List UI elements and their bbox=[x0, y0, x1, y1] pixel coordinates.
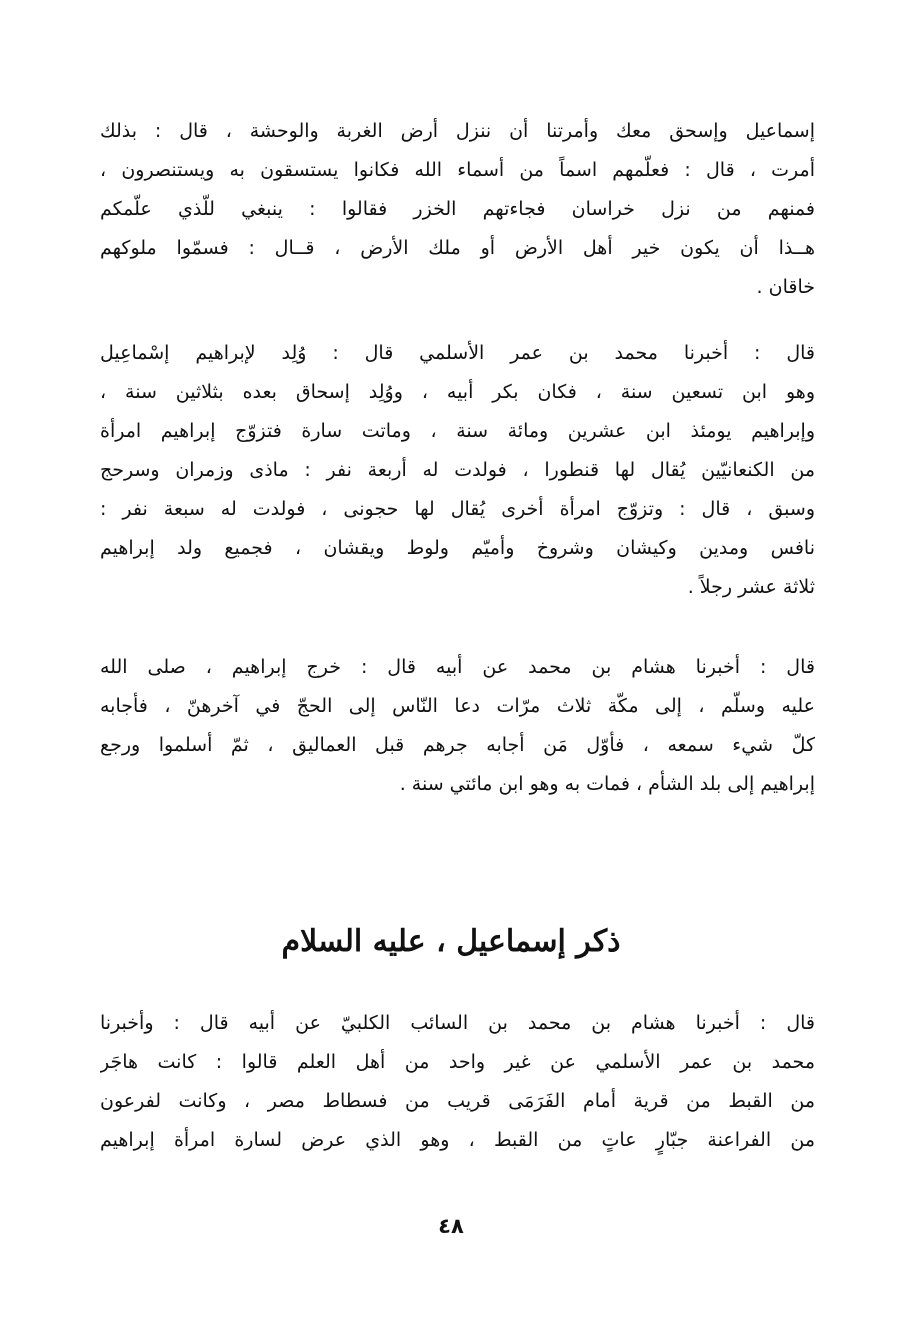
text-line: هــذا أن يكون خير أهل الأرض أو ملك الأرض ، قــال : فسمّوا ملوكهم bbox=[100, 237, 815, 259]
text-line: من الفراعنة جبّارٍ عاتٍ من القبط ، وهو الذي عرض لسارة امرأة إبراهيم bbox=[100, 1129, 815, 1151]
text-line: محمد بن عمر الأسلمي عن غير واحد من أهل العلم قالوا : كانت هاجَر bbox=[100, 1051, 815, 1073]
paragraph bbox=[100, 1004, 815, 1160]
text-line: ثلاثة عشر رجلاً . bbox=[687, 576, 815, 598]
text-line: من الكنعانيّين يُقال لها قنطورا ، فولدت له أربعة نفر : ماذى وزمران وسرحج bbox=[100, 459, 815, 481]
text-line: عليه وسلّم ، إلى مكّة ثلاث مرّات دعا النّاس إلى الحجّ في آخرهنّ ، فأجابه bbox=[100, 695, 815, 717]
paragraph bbox=[100, 112, 815, 307]
text-line: كلّ شيء سمعه ، فأوّل مَن أجابه جرهم قبل العماليق ، ثمّ أسلموا ورجع bbox=[100, 734, 815, 756]
text-line: من القبط من قرية أمام الفَرَمَى قريب من فسطاط مصر ، وكانت لفرعون bbox=[100, 1090, 815, 1112]
text-line: وإبراهيم يومئذ ابن عشرين ومائة سنة ، وماتت سارة فتزوّج إبراهيم امرأة bbox=[100, 420, 815, 442]
paragraph bbox=[100, 648, 815, 804]
section-heading: ذكر إسماعيل ، عليه السلام bbox=[281, 924, 621, 959]
text-line: قال : أخبرنا هشام بن محمد عن أبيه قال : خرج إبراهيم ، صلى الله bbox=[100, 656, 815, 678]
text-line: قال : أخبرنا محمد بن عمر الأسلمي قال : وُلِد لإبراهيم إسْماعِيل bbox=[100, 342, 815, 364]
text-line: خاقان . bbox=[756, 276, 815, 298]
text-line: قال : أخبرنا هشام بن محمد بن السائب الكلبيّ عن أبيه قال : وأخبرنا bbox=[100, 1012, 815, 1034]
text-line: أمرت ، قال : فعلّمهم اسماً من أسماء الله فكانوا يستسقون به ويستنصرون ، bbox=[100, 159, 815, 181]
text-line: إسماعيل وإسحق معك وأمرتنا أن ننزل أرض الغربة والوحشة ، قال : بذلك bbox=[100, 120, 815, 142]
text-line: فمنهم من نزل خراسان فجاءتهم الخزر فقالوا : ينبغي للّذي علّمكم bbox=[100, 198, 815, 220]
text-line: وسبق ، قال : وتزوّج امرأة أخرى يُقال لها حجونى ، فولدت له سبعة نفر : bbox=[100, 498, 815, 520]
text-line: نافس ومدين وكيشان وشروخ وأميّم ولوط ويقشان ، فجميع ولد إبراهيم bbox=[100, 537, 815, 559]
text-line: وهو ابن تسعين سنة ، فكان بكر أبيه ، ووُلِد إسحاق بعده بثلاثين سنة ، bbox=[100, 381, 815, 403]
text-line: إبراهيم إلى بلد الشأم ، فمات به وهو ابن مائتي سنة . bbox=[399, 773, 815, 795]
page-number: ٤٨ bbox=[438, 1214, 464, 1238]
paragraph bbox=[100, 334, 815, 607]
